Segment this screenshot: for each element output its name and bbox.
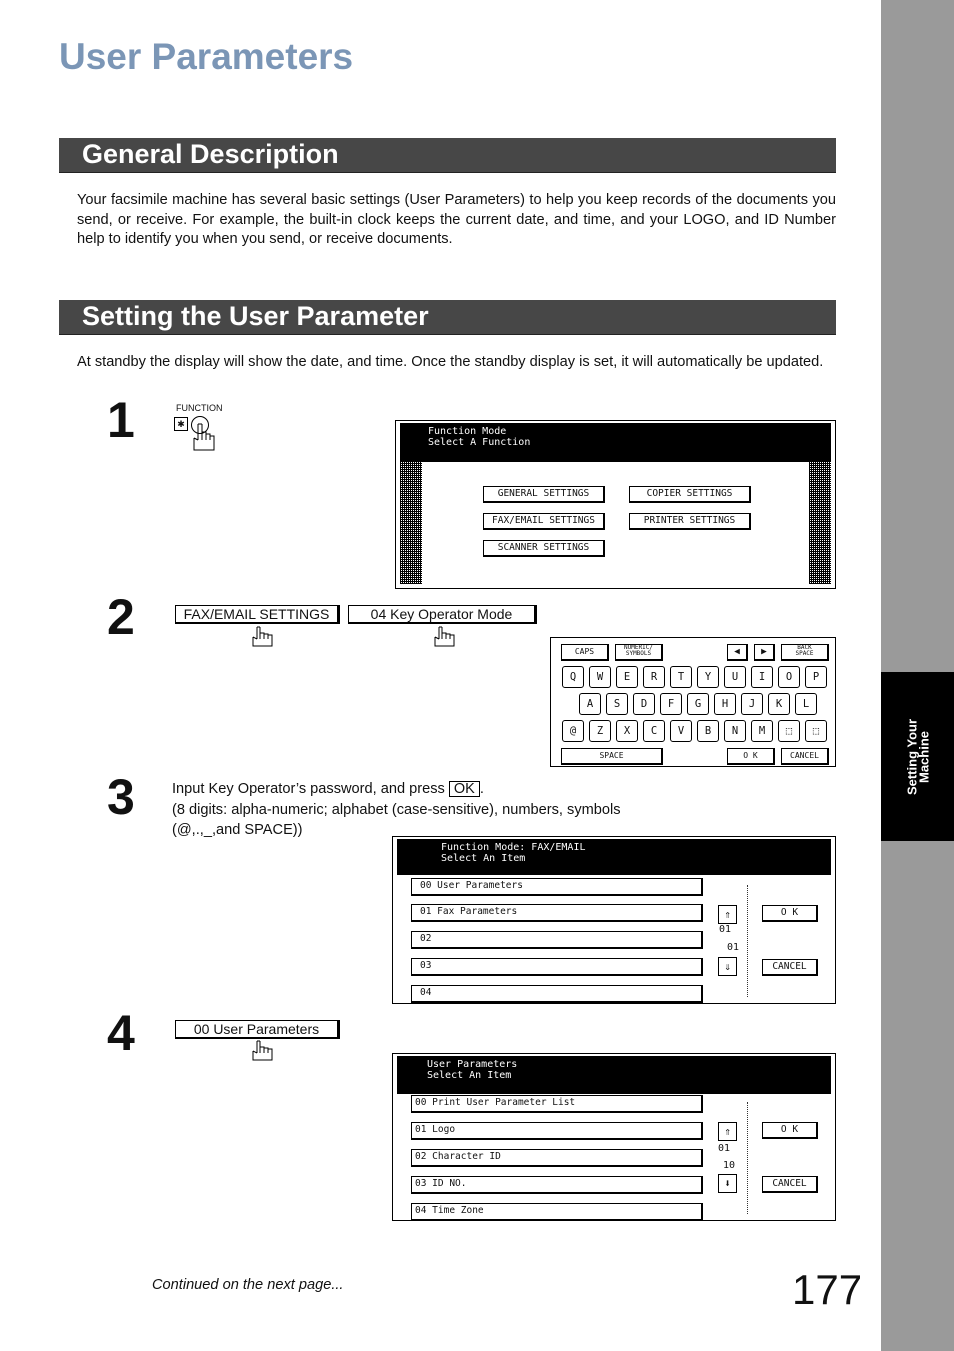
step3-text-before: Input Key Operator’s password, and press xyxy=(172,781,445,797)
scroll-up-button[interactable]: ⇑ xyxy=(718,905,737,924)
lcd-header-line-2: Select An Item xyxy=(441,853,526,864)
lcd-fax-email-menu xyxy=(392,836,836,1004)
key-u[interactable]: U xyxy=(724,666,746,688)
key-g[interactable]: G xyxy=(687,693,709,715)
back-space-key[interactable] xyxy=(781,644,829,661)
general-settings-button[interactable]: GENERAL SETTINGS xyxy=(483,486,605,503)
menu-item-id-no[interactable]: 03 ID NO. xyxy=(411,1176,703,1194)
lcd-side-pattern-right xyxy=(809,462,831,584)
general-description-text: Your facsimile machine has several basic settings (User Parameters) to help you keep records of the documents you send, or receive. For example, the built-in clock keeps the current date, and time, and your LOGO, and ID Number help to identify you when you send, or receive documents. xyxy=(77,192,836,247)
menu-item-user-parameters[interactable]: 00 User Parameters xyxy=(411,878,703,896)
numeric-symbols-line-2: SYMBOLS xyxy=(625,650,652,657)
key-z[interactable]: Z xyxy=(589,720,611,742)
menu-item-time-zone[interactable]: 04 Time Zone xyxy=(411,1203,703,1221)
fax-email-settings-key[interactable]: FAX/EMAIL SETTINGS xyxy=(175,605,340,624)
key-x[interactable]: X xyxy=(616,720,638,742)
lcd-header-line-2: Select An Item xyxy=(427,1070,512,1081)
cancel-button[interactable]: CANCEL xyxy=(762,1176,818,1193)
key-j[interactable]: J xyxy=(741,693,763,715)
lcd-function-mode xyxy=(395,420,836,589)
user-parameters-key[interactable]: 00 User Parameters xyxy=(175,1020,340,1039)
space-key[interactable]: SPACE xyxy=(561,748,663,765)
lcd-keyboard xyxy=(550,637,836,767)
menu-item-02[interactable]: 02 xyxy=(411,931,703,949)
step-number-3: 3 xyxy=(107,769,135,825)
key-w[interactable]: W xyxy=(589,666,611,688)
key-symbol-2[interactable]: ⬚ xyxy=(805,720,827,742)
key-k[interactable]: K xyxy=(768,693,790,715)
lcd-header-line-1: User Parameters xyxy=(427,1059,518,1070)
function-key-symbol: ✱ xyxy=(174,417,188,431)
setting-description-text: At standby the display will show the date, and time. Once the standby display is set, it will automatically be updated. xyxy=(77,354,824,370)
cancel-key[interactable]: CANCEL xyxy=(781,748,829,765)
menu-item-03[interactable]: 03 xyxy=(411,958,703,976)
scroll-down-button[interactable]: ⇓ xyxy=(718,957,737,976)
menu-item-04[interactable]: 04 xyxy=(411,985,703,1003)
divider xyxy=(747,885,748,997)
printer-settings-button[interactable]: PRINTER SETTINGS xyxy=(629,513,751,530)
step-number-1: 1 xyxy=(107,392,135,448)
key-y[interactable]: Y xyxy=(697,666,719,688)
key-h[interactable]: H xyxy=(714,693,736,715)
key-o[interactable]: O xyxy=(778,666,800,688)
ok-key[interactable]: O K xyxy=(727,748,775,765)
page-indicator-top: 01 xyxy=(719,924,732,935)
pointing-hand-icon xyxy=(191,422,221,454)
key-q[interactable]: Q xyxy=(562,666,584,688)
fax-email-settings-button[interactable]: FAX/EMAIL SETTINGS xyxy=(483,513,605,530)
page-indicator-top: 01 xyxy=(718,1143,731,1154)
divider xyxy=(747,1102,748,1214)
ok-key-inline: OK xyxy=(449,781,480,797)
key-t[interactable]: T xyxy=(670,666,692,688)
scanner-settings-button[interactable]: SCANNER SETTINGS xyxy=(483,540,605,557)
ok-button[interactable]: O K xyxy=(762,905,818,922)
key-e[interactable]: E xyxy=(616,666,638,688)
key-s[interactable]: S xyxy=(606,693,628,715)
scroll-up-button[interactable]: ⇑ xyxy=(718,1122,737,1141)
pointing-hand-icon xyxy=(250,1040,276,1062)
copier-settings-button[interactable]: COPIER SETTINGS xyxy=(629,486,751,503)
key-c[interactable]: C xyxy=(643,720,665,742)
pointing-hand-icon xyxy=(250,626,276,648)
step-number-4: 4 xyxy=(107,1005,135,1061)
chapter-tab-line-2: Machine xyxy=(916,731,932,784)
chapter-tab-label xyxy=(904,673,932,842)
chapter-tab-line-1: Setting Your xyxy=(904,718,920,796)
lcd-header-line-2: Select A Function xyxy=(428,437,531,448)
key-f[interactable]: F xyxy=(660,693,682,715)
cancel-button[interactable]: CANCEL xyxy=(762,959,818,976)
back-space-line-1: BACK xyxy=(797,644,812,651)
step3-line-2: (8 digits: alpha-numeric; alphabet (case-sensitive), numbers, symbols xyxy=(172,801,621,818)
pointing-hand-icon xyxy=(432,626,458,648)
key-n[interactable]: N xyxy=(724,720,746,742)
cursor-left-key[interactable]: ◀ xyxy=(727,644,748,661)
key-r[interactable]: R xyxy=(643,666,665,688)
page-number: 177 xyxy=(792,1266,863,1313)
menu-item-character-id[interactable]: 02 Character ID xyxy=(411,1149,703,1167)
chapter-tab xyxy=(881,672,954,841)
key-p[interactable]: P xyxy=(805,666,827,688)
menu-item-logo[interactable]: 01 Logo xyxy=(411,1122,703,1140)
key-b[interactable]: B xyxy=(697,720,719,742)
page-indicator-bottom: 10 xyxy=(723,1160,736,1171)
lcd-body xyxy=(400,462,831,584)
key-m[interactable]: M xyxy=(751,720,773,742)
lcd-header xyxy=(400,423,831,462)
step3-line-3: (@,.,_,and SPACE)) xyxy=(172,822,303,838)
key-operator-mode-key[interactable]: 04 Key Operator Mode xyxy=(348,605,537,624)
key-v[interactable]: V xyxy=(670,720,692,742)
scroll-down-button[interactable]: ⬇ xyxy=(718,1174,737,1193)
caps-key[interactable]: CAPS xyxy=(561,644,609,661)
step-number-2: 2 xyxy=(107,589,135,645)
step3-line-1 xyxy=(172,779,621,800)
lcd-header-line-1: Function Mode: FAX/EMAIL xyxy=(441,842,586,853)
page-indicator-bottom: 01 xyxy=(727,942,740,953)
lcd-side-pattern-left xyxy=(400,462,422,584)
lcd-user-parameters-menu xyxy=(392,1053,836,1221)
section-heading-setting: Setting the User Parameter xyxy=(59,300,836,335)
back-space-line-2: SPACE xyxy=(795,650,814,657)
lcd-header xyxy=(397,839,831,875)
step3-instructions xyxy=(172,779,621,841)
function-key-label: FUNCTION xyxy=(176,403,223,413)
numeric-symbols-line-1: NUMERIC/ xyxy=(624,644,653,651)
menu-item-fax-parameters[interactable]: 01 Fax Parameters xyxy=(411,904,703,922)
key-i[interactable]: I xyxy=(751,666,773,688)
key-l[interactable]: L xyxy=(795,693,817,715)
lcd-header-line-1: Function Mode xyxy=(428,426,507,437)
ok-button[interactable]: O K xyxy=(762,1122,818,1139)
key-a[interactable]: A xyxy=(579,693,601,715)
key-d[interactable]: D xyxy=(633,693,655,715)
cursor-right-key[interactable]: ▶ xyxy=(754,644,775,661)
menu-item-print-user-parameter-list[interactable]: 00 Print User Parameter List xyxy=(411,1095,703,1113)
lcd-header xyxy=(397,1056,831,1094)
continued-note: Continued on the next page... xyxy=(152,1277,344,1293)
key-symbol-1[interactable]: ⬚ xyxy=(778,720,800,742)
section-heading-general: General Description xyxy=(59,138,836,173)
key-at[interactable]: @ xyxy=(562,720,584,742)
step3-text-after: . xyxy=(479,781,484,797)
numeric-symbols-key[interactable] xyxy=(615,644,663,661)
page-title: User Parameters xyxy=(59,36,354,77)
